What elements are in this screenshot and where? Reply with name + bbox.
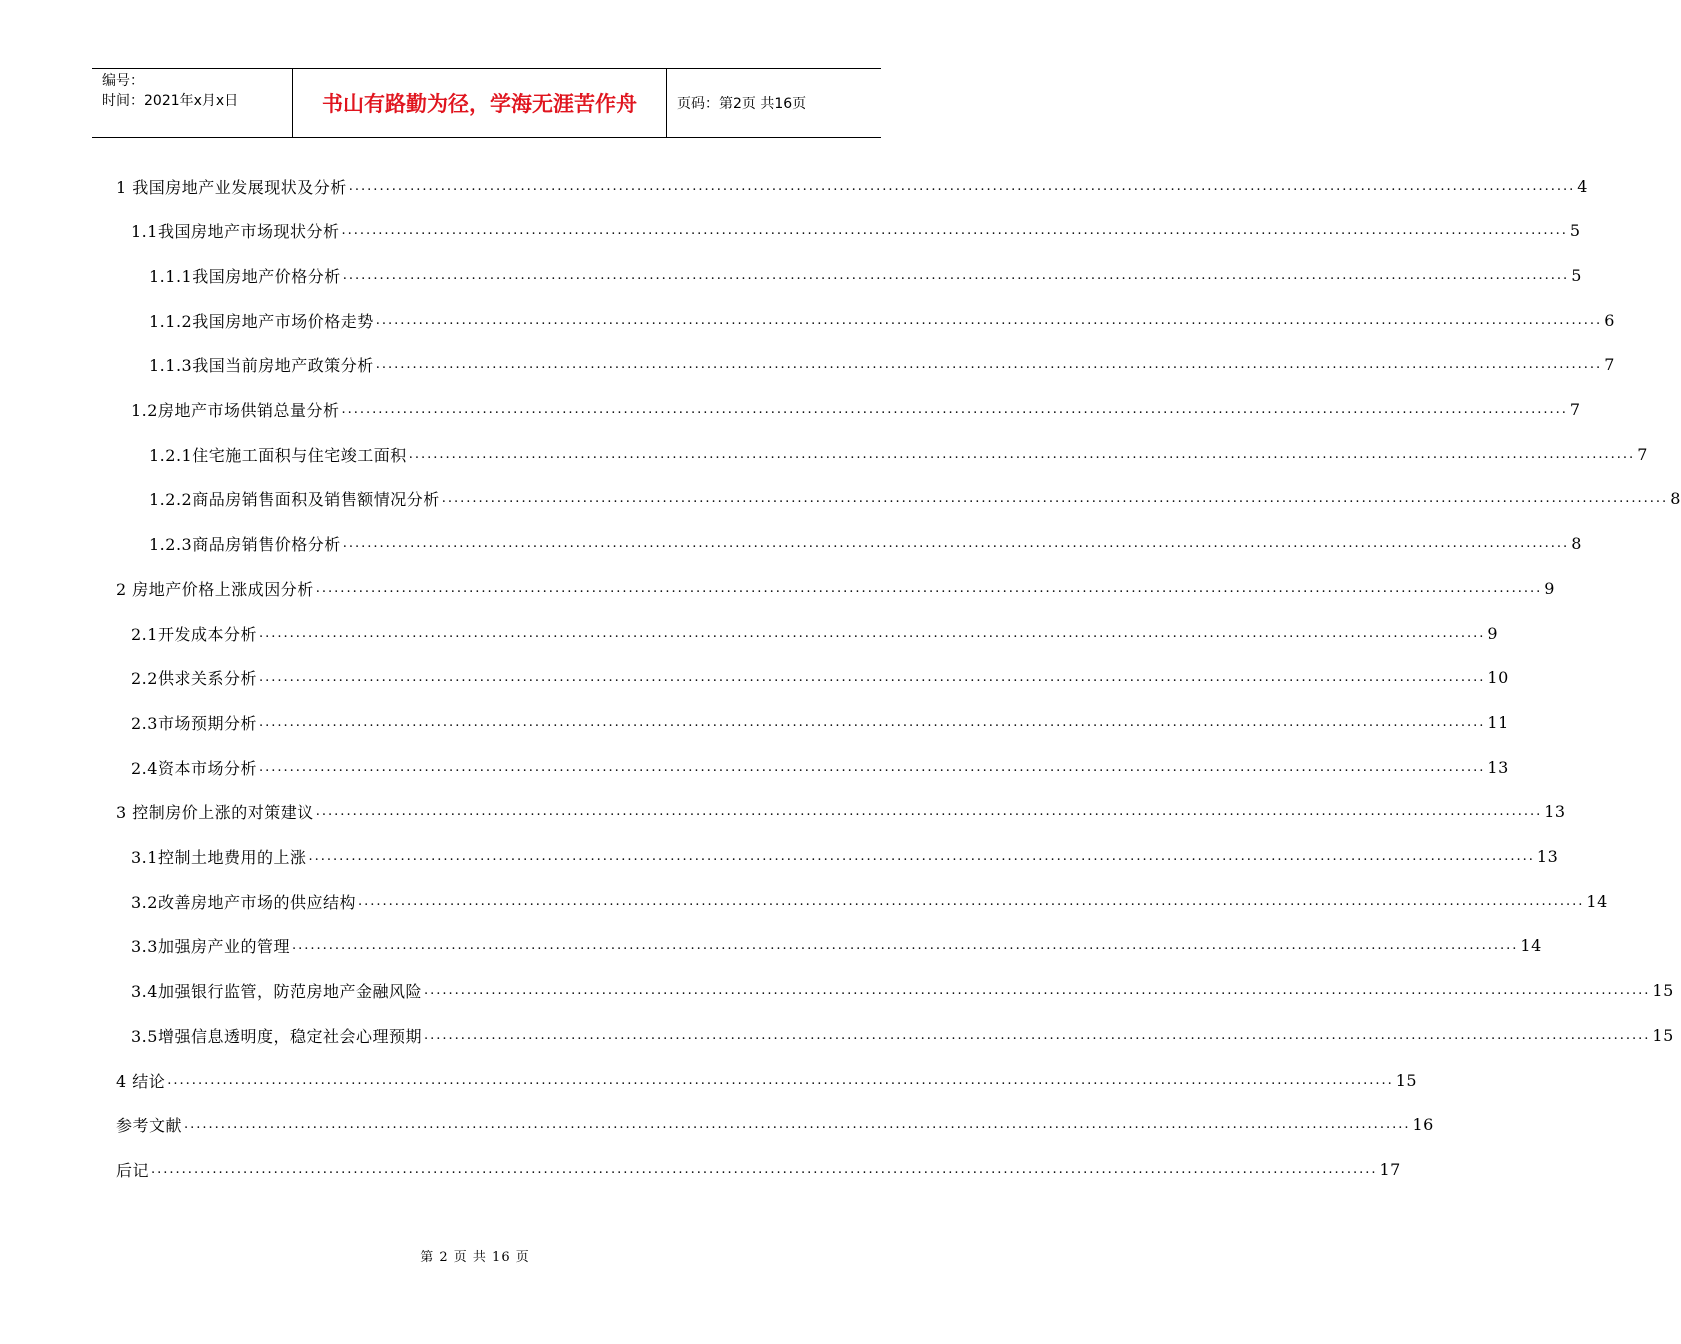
toc-entry-title: 1.2.3商品房销售价格分析 — [149, 535, 341, 555]
toc-entry[interactable] — [131, 390, 1581, 430]
toc-leader-dots: ........................................................................................................................................................................................................ — [258, 714, 1486, 730]
toc-entry-page: 8 — [1571, 534, 1582, 554]
toc-leader-dots: ........................................................................................................................................................................................................ — [308, 849, 1535, 864]
toc-leader-dots: ........................................................................................................................................................................................................ — [342, 267, 1570, 283]
toc-entry-title: 3.4加强银行监管，防范房地产金融风险 — [131, 982, 422, 1002]
toc-entry-title: 4 结论 — [116, 1071, 166, 1091]
toc-entry[interactable] — [131, 837, 1559, 877]
time-label: 时间：2021年x月x日 — [102, 93, 239, 109]
toc-leader-dots: ........................................................................................................................................................................................................ — [423, 1027, 1651, 1043]
toc-entry-title: 1.1.2我国房地产市场价格走势 — [149, 311, 374, 331]
toc-entry[interactable] — [149, 524, 1582, 564]
toc-entry[interactable] — [116, 1105, 1434, 1145]
toc-entry-title: 2.2供求关系分析 — [131, 669, 257, 689]
toc-entry-page: 5 — [1569, 221, 1581, 241]
toc-leader-dots: ........................................................................................................................................................................................................ — [151, 1161, 1378, 1177]
toc-leader-dots: ........................................................................................................................................................................................................ — [375, 312, 1603, 328]
page-footer: 第 2 页 共 16 页 — [420, 1250, 530, 1265]
toc-leader-dots: ........................................................................................................................................................................................................ — [315, 804, 1543, 820]
toc-entry[interactable] — [116, 792, 1566, 832]
toc-entry-page: 15 — [1395, 1070, 1418, 1090]
number-label: 编号： — [102, 73, 144, 89]
toc-leader-dots: ........................................................................................................................................................................................................ — [441, 491, 1669, 507]
toc-entry-title: 1.1我国房地产市场现状分析 — [131, 222, 340, 242]
toc-entry[interactable] — [131, 613, 1499, 653]
toc-entry[interactable] — [131, 881, 1608, 921]
toc-entry[interactable] — [131, 658, 1509, 698]
toc-leader-dots: ........................................................................................................................................................................................................ — [291, 938, 1519, 954]
toc-entry-page: 7 — [1637, 444, 1648, 464]
toc-entry-title: 1.2房地产市场供销总量分析 — [131, 401, 340, 420]
toc-entry[interactable] — [149, 345, 1615, 385]
toc-entry-page: 16 — [1412, 1115, 1434, 1135]
toc-entry-title: 后记 — [116, 1160, 150, 1180]
toc-entry[interactable] — [149, 255, 1582, 295]
toc-entry-page: 4 — [1577, 176, 1588, 196]
toc-entry-page: 6 — [1604, 310, 1615, 330]
toc-leader-dots: ........................................................................................................................................................................................................ — [408, 446, 1636, 462]
toc-entry[interactable] — [116, 166, 1588, 206]
toc-entry-title: 2.1开发成本分析 — [131, 624, 257, 644]
toc-leader-dots: ........................................................................................................................................................................................................ — [184, 1117, 1411, 1133]
toc-leader-dots: ........................................................................................................................................................................................................ — [258, 625, 1486, 641]
header-meta — [92, 69, 292, 137]
toc-entry-title: 2.4资本市场分析 — [131, 758, 257, 778]
toc-leader-dots: ........................................................................................................................................................................................................ — [348, 178, 1576, 194]
toc-entry-title: 2.3市场预期分析 — [131, 713, 257, 733]
toc-entry[interactable] — [116, 1149, 1401, 1189]
toc-leader-dots: ........................................................................................................................................................................................................ — [258, 759, 1486, 775]
toc-leader-dots: ........................................................................................................................................................................................................ — [315, 580, 1543, 596]
toc-entry-page: 17 — [1379, 1159, 1401, 1179]
toc-entry-title: 1.2.2商品房销售面积及销售额情况分析 — [149, 490, 440, 510]
toc-entry[interactable] — [149, 300, 1615, 340]
toc-entry-page: 7 — [1569, 400, 1581, 419]
toc-entry[interactable] — [131, 971, 1674, 1011]
toc-entry-page: 9 — [1544, 578, 1555, 598]
toc-entry[interactable] — [131, 1015, 1674, 1055]
toc-entry-title: 2 房地产价格上涨成因分析 — [116, 579, 314, 599]
toc-entry-page: 5 — [1571, 265, 1582, 285]
toc-leader-dots: ........................................................................................................................................................................................................ — [375, 357, 1603, 373]
toc-entry[interactable] — [131, 926, 1542, 966]
toc-leader-dots: ........................................................................................................................................................................................................ — [167, 1072, 1394, 1088]
toc-entry-page: 15 — [1652, 1025, 1674, 1045]
toc-entry-title: 3.3加强房产业的管理 — [131, 937, 290, 957]
toc-leader-dots: ........................................................................................................................................................................................................ — [341, 402, 1568, 417]
toc-entry-title: 3.5增强信息透明度，稳定社会心理预期 — [131, 1026, 422, 1046]
toc-leader-dots: ........................................................................................................................................................................................................ — [258, 670, 1486, 686]
toc-entry-page: 13 — [1544, 802, 1566, 822]
toc-entry-page: 14 — [1520, 936, 1542, 956]
header-motto: 书山有路勤为径，学海无涯苦作舟 — [292, 69, 667, 137]
toc-entry-page: 13 — [1536, 847, 1559, 866]
toc-entry[interactable] — [149, 434, 1648, 474]
toc-leader-dots: ........................................................................................................................................................................................................ — [423, 983, 1651, 999]
toc-entry-page: 14 — [1586, 891, 1608, 911]
toc-entry[interactable] — [131, 702, 1509, 742]
toc-leader-dots: ........................................................................................................................................................................................................ — [341, 223, 1568, 239]
toc-entry-page: 10 — [1487, 668, 1509, 688]
toc-entry-page: 9 — [1487, 623, 1499, 643]
toc-entry[interactable] — [116, 568, 1555, 608]
toc-entry-title: 1.2.1住宅施工面积与住宅竣工面积 — [149, 445, 407, 465]
toc-entry[interactable] — [149, 479, 1681, 519]
document-header — [92, 68, 881, 138]
toc-entry-title: 参考文献 — [116, 1116, 183, 1136]
toc-entry[interactable] — [131, 747, 1509, 787]
toc-entry[interactable] — [116, 1060, 1418, 1100]
toc-entry-title: 1.1.3我国当前房地产政策分析 — [149, 356, 374, 376]
toc-entry-page: 8 — [1670, 489, 1681, 509]
toc-entry-title: 3 控制房价上涨的对策建议 — [116, 803, 314, 823]
toc-leader-dots: ........................................................................................................................................................................................................ — [357, 893, 1585, 909]
toc-entry[interactable] — [131, 211, 1581, 251]
toc-entry-page: 15 — [1652, 981, 1674, 1001]
toc-entry-page: 11 — [1487, 712, 1509, 732]
toc-entry-page: 7 — [1604, 355, 1615, 375]
header-page-info: 页码：第2页 共16页 — [677, 96, 807, 112]
toc-entry-title: 1.1.1我国房地产价格分析 — [149, 266, 341, 286]
toc-entry-title: 1 我国房地产业发展现状及分析 — [116, 177, 347, 197]
toc-leader-dots: ........................................................................................................................................................................................................ — [342, 536, 1570, 552]
toc-entry-page: 13 — [1487, 757, 1509, 777]
toc-entry-title: 3.1控制土地费用的上涨 — [131, 848, 307, 867]
toc-entry-title: 3.2改善房地产市场的供应结构 — [131, 892, 356, 912]
